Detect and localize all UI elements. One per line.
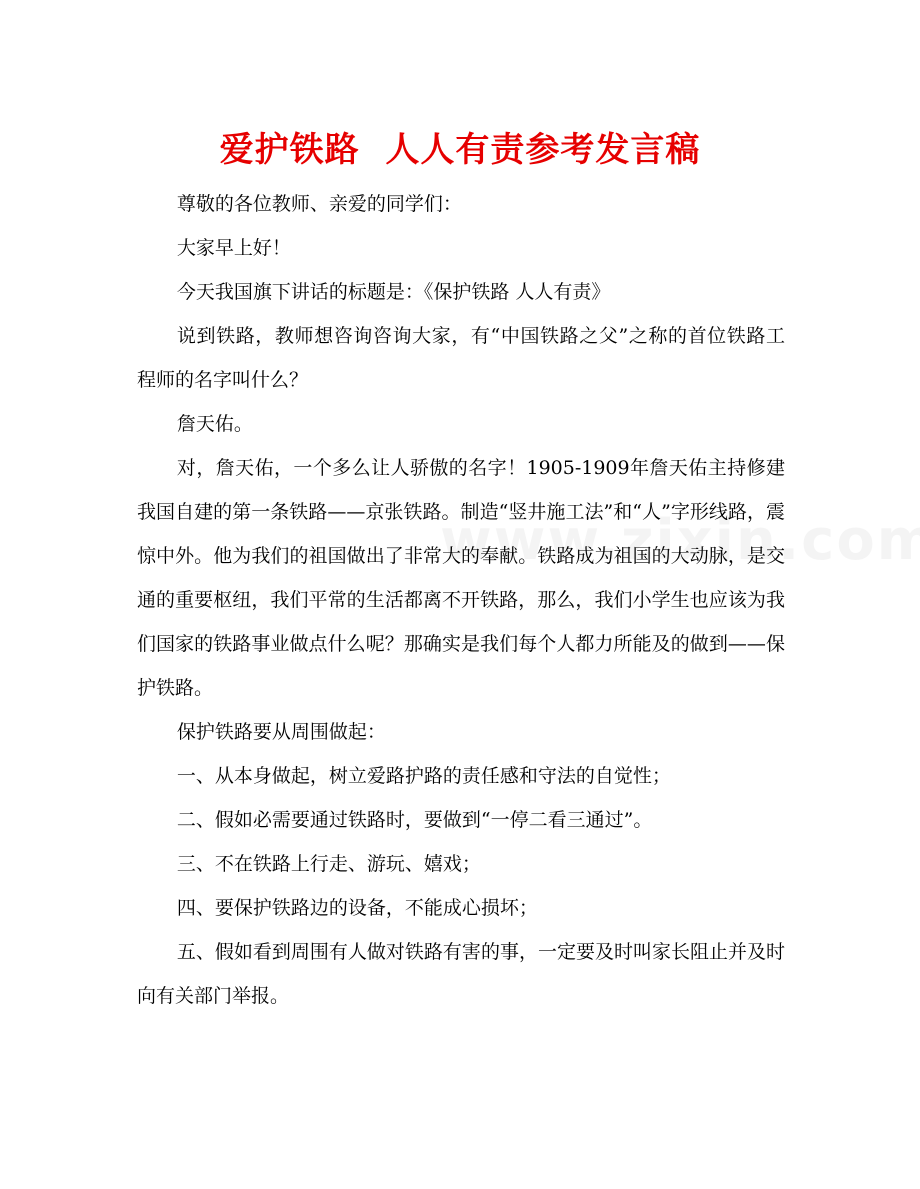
paragraph-point-1: 一、从本身做起，树立爱路护路的责任感和守法的自觉性； [176,765,671,787]
paragraph-point-4: 四、要保护铁路边的设备，不能成心损坏； [176,897,538,919]
paragraph-topic: 今天我国旗下讲话的标题是：《保护铁路 人人有责》 [176,281,611,303]
paragraph-history: 对，詹天佑，一个多么让人骄傲的名字！1905-1909年詹天佑主持修建我国自建的第一条铁路——京张铁路。制造“竖井施工法”和“人”字形线路，震惊中外。他为我们的祖国做出了非常大的奉献。铁路成为祖国的大动脉，是交通的重要枢纽，我们平常的生活都离不开铁路，那么，我们小学生也应该为我们国家的铁路事业做点什么呢？那确实是我们每个人都力所能及的做到——保护铁路。 [137,457,785,699]
paragraph-point-2: 二、假如必需要通过铁路时，要做到“一停二看三通过”。 [176,809,653,831]
document-title: 爱护铁路 人人有责参考发言稿 [219,130,701,170]
paragraph-point-5: 五、假如看到周围有人做对铁路有害的事，一定要及时叫家长阻止并及时向有关部门举报。 [137,941,785,1007]
paragraph-point-3: 三、不在铁路上行走、游玩、嬉戏； [176,853,481,875]
document-body [137,182,785,1018]
paragraph-question: 说到铁路，教师想咨询咨询大家，有“中国铁路之父”之称的首位铁路工程师的名字叫什么？ [137,325,785,391]
paragraph-greeting: 尊敬的各位教师、亲爱的同学们： [176,193,462,215]
paragraph-good-morning: 大家早上好！ [176,237,291,259]
paragraph-protect-intro: 保护铁路要从周围做起： [176,721,386,743]
paragraph-answer: 詹天佑。 [176,413,253,435]
